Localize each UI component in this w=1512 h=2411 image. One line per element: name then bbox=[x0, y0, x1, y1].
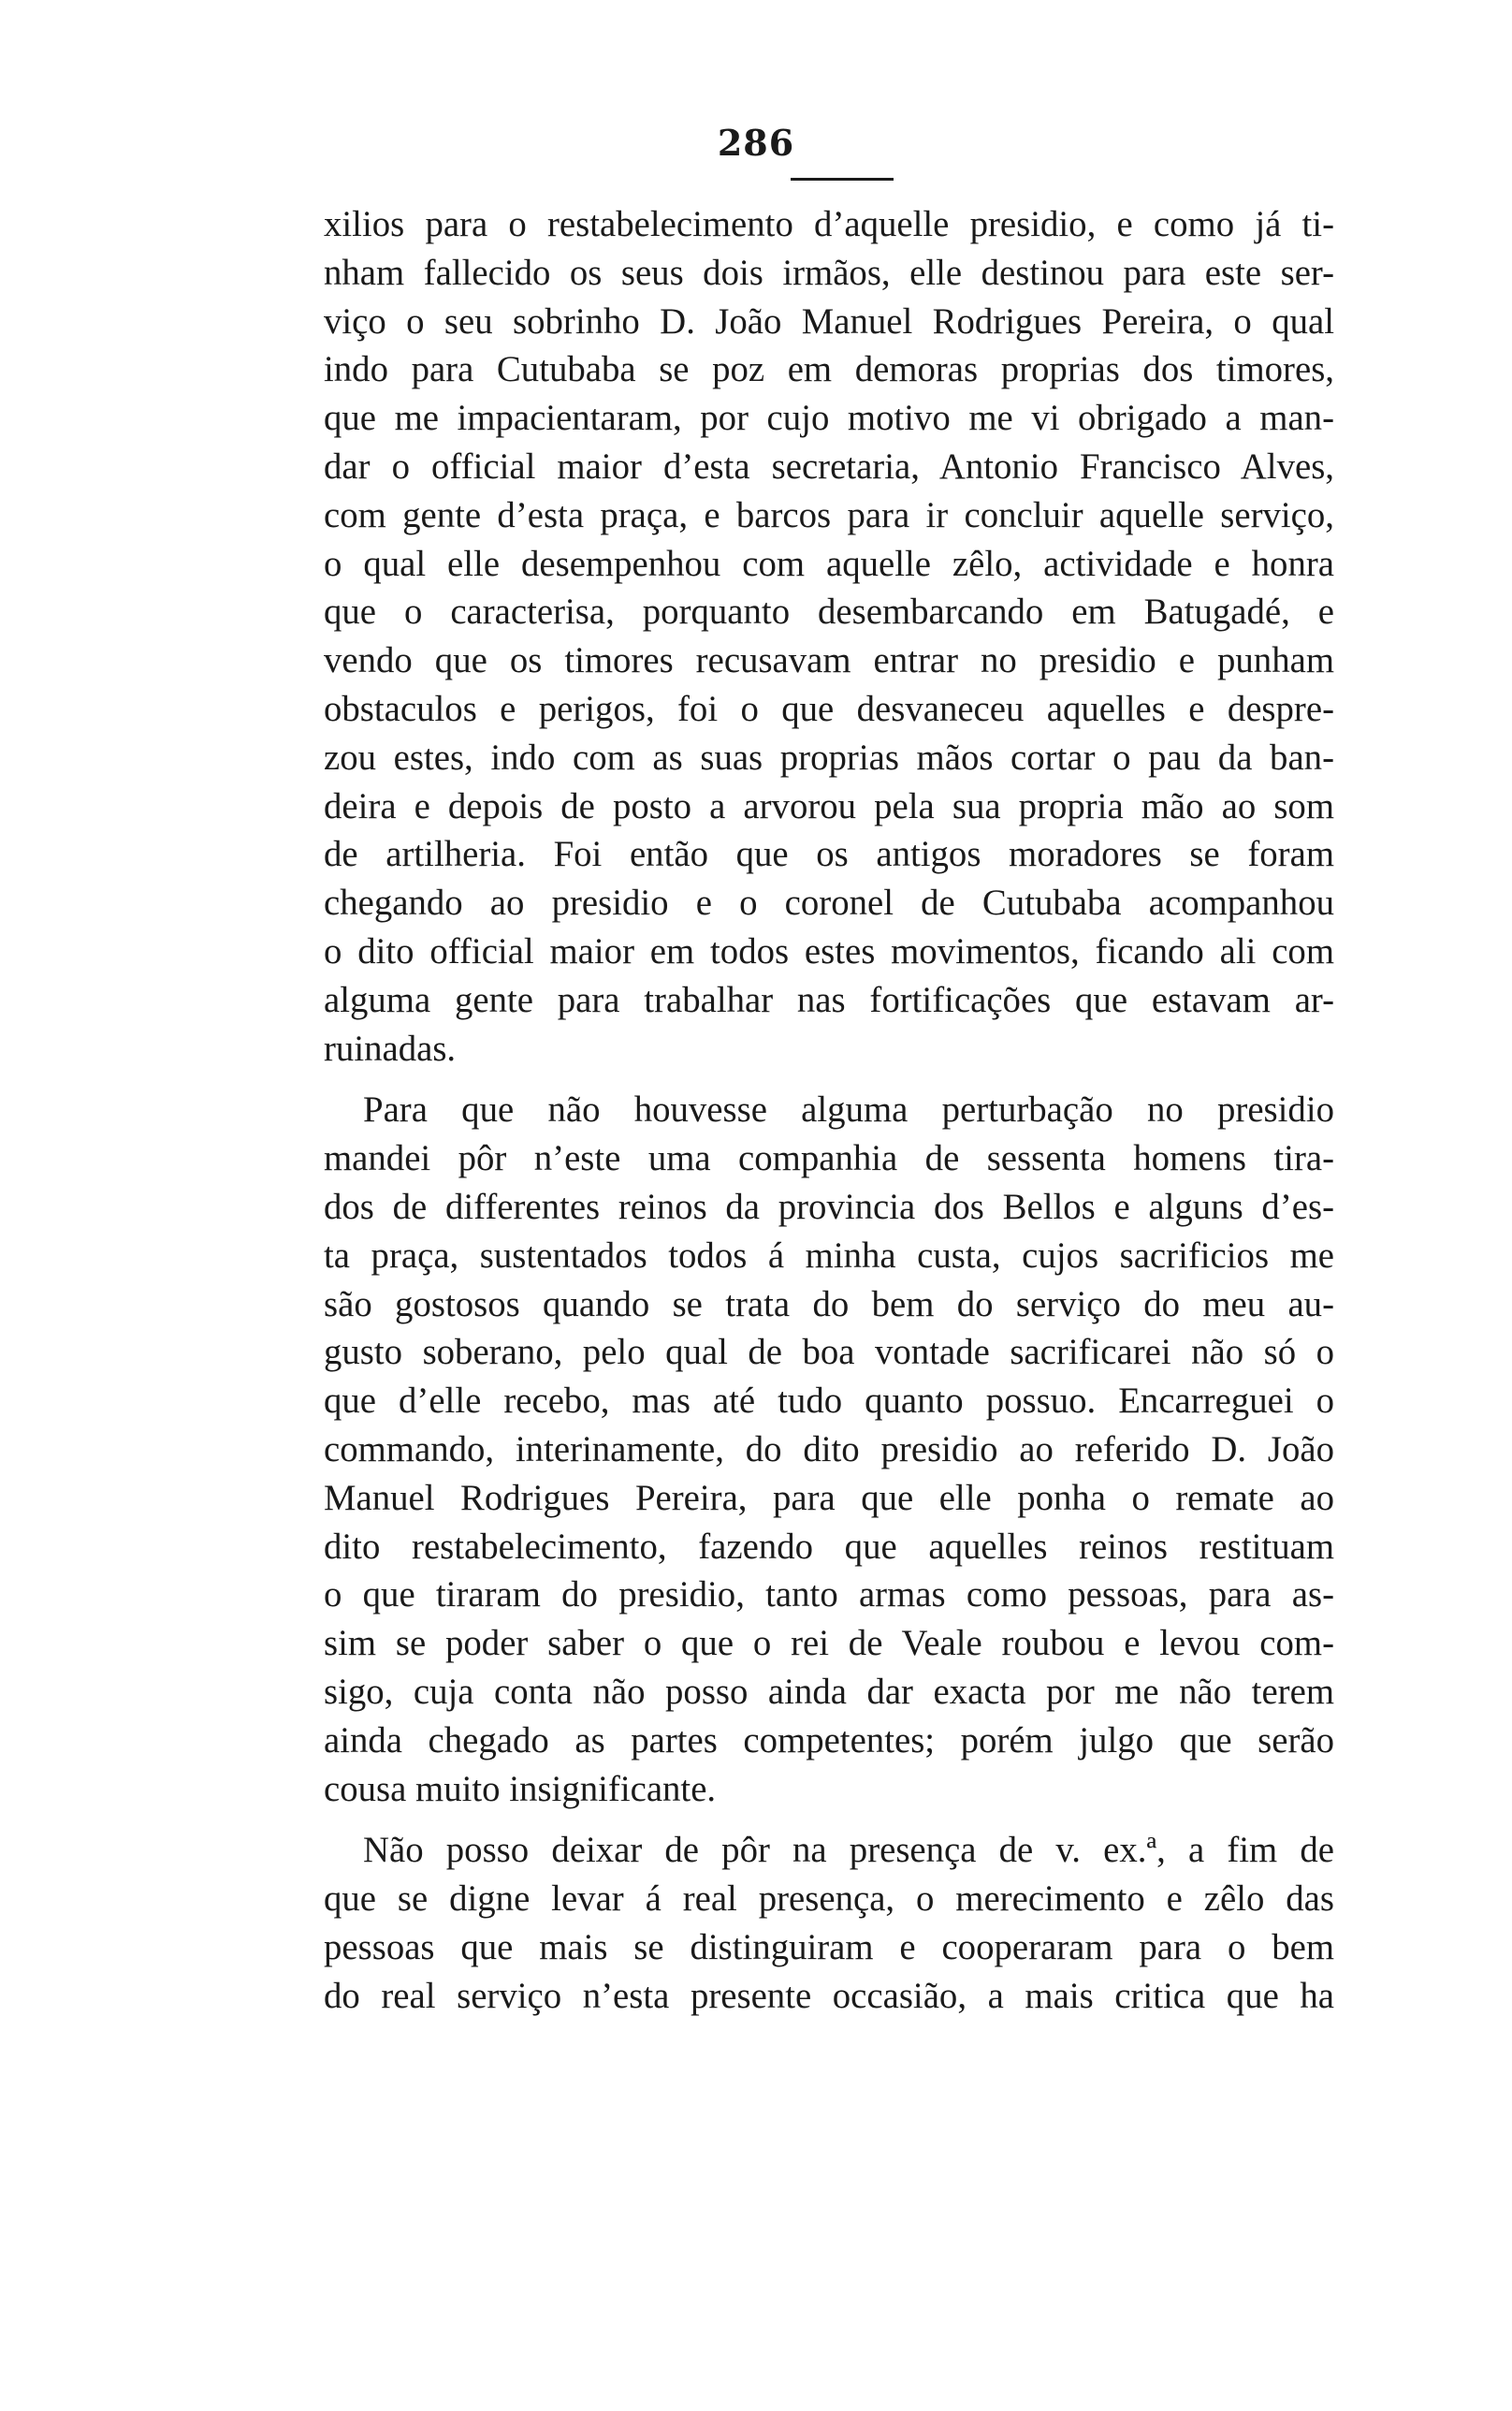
text-line: nham fallecido os seus dois irmãos, elle destinou para este ser- bbox=[324, 252, 1334, 293]
text-line: Para que não houvesse alguma perturbação no presidio bbox=[363, 1089, 1334, 1131]
text-line: gusto soberano, pelo qual de boa vontade sacrificarei não só o bbox=[324, 1332, 1334, 1373]
text-line: que me impacientaram, por cujo motivo me vi obrigado a man- bbox=[324, 398, 1334, 439]
text-line: que d’elle recebo, mas até tudo quanto possuo. Encarreguei o bbox=[324, 1381, 1334, 1422]
text-line: Não posso deixar de pôr na presença de v. ex.ª, a fim de bbox=[363, 1830, 1334, 1871]
text-line: commando, interinamente, do dito presidio ao referido D. João bbox=[324, 1428, 1334, 1469]
text-line: chegando ao presidio e o coronel de Cutubaba acompanhou bbox=[324, 883, 1334, 924]
text-line: o qual elle desempenhou com aquelle zêlo, actividade e honra bbox=[324, 543, 1334, 584]
text-line: mandei pôr n’este uma companhia de sessenta homens tira- bbox=[324, 1138, 1334, 1179]
body-text bbox=[324, 200, 1334, 2020]
text-line: que se digne levar á real presença, o merecimento e zêlo das bbox=[324, 1878, 1334, 1920]
header-rule bbox=[791, 178, 894, 181]
text-line: dos de differentes reinos da provincia dos Bellos e alguns d’es- bbox=[324, 1186, 1334, 1227]
paragraph-gap bbox=[324, 1073, 1334, 1086]
text-line: com gente d’esta praça, e barcos para ir concluir aquelle serviço, bbox=[324, 494, 1334, 535]
text-line: deira e depois de posto a arvorou pela sua propria mão ao som bbox=[324, 785, 1334, 826]
text-line: pessoas que mais se distinguiram e cooperaram para o bem bbox=[324, 1926, 1334, 1967]
text-line: dito restabelecimento, fazendo que aquelles reinos restituam bbox=[324, 1526, 1334, 1567]
text-line: são gostosos quando se trata do bem do serviço do meu au- bbox=[324, 1283, 1334, 1324]
text-line: ruinadas. bbox=[324, 1028, 457, 1069]
text-line: alguma gente para trabalhar nas fortificações que estavam ar- bbox=[324, 979, 1334, 1020]
text-line: ainda chegado as partes competentes; porém julgo que serão bbox=[324, 1719, 1334, 1761]
paragraph bbox=[324, 200, 1334, 1073]
text-line: que o caracterisa, porquanto desembarcando em Batugadé, e bbox=[324, 592, 1334, 633]
paragraph bbox=[324, 1086, 1334, 1813]
text-line: vendo que os timores recusavam entrar no presidio e punham bbox=[324, 640, 1334, 681]
text-line: zou estes, indo com as suas proprias mãos cortar o pau da ban- bbox=[324, 737, 1334, 778]
paragraph-gap bbox=[324, 1813, 1334, 1826]
text-line: xilios para o restabelecimento d’aquelle presidio, e como já ti- bbox=[324, 204, 1334, 244]
text-line: Manuel Rodrigues Pereira, para que elle ponha o remate ao bbox=[324, 1477, 1334, 1518]
text-line: dar o official maior d’esta secretaria, Antonio Francisco Alves, bbox=[324, 446, 1334, 487]
text-line: ta praça, sustentados todos á minha custa, cujos sacrificios me bbox=[324, 1235, 1334, 1276]
text-line: o dito official maior em todos estes movimentos, ficando ali com bbox=[324, 930, 1334, 972]
text-line: indo para Cutubaba se poz em demoras proprias dos timores, bbox=[324, 349, 1334, 390]
text-line: do real serviço n’esta presente occasião, a mais critica que ha bbox=[324, 1975, 1334, 2016]
text-line: de artilheria. Foi então que os antigos moradores se foram bbox=[324, 834, 1334, 875]
text-line: viço o seu sobrinho D. João Manuel Rodrigues Pereira, o qual bbox=[324, 300, 1334, 342]
paragraph bbox=[324, 1826, 1334, 2020]
page-number: 286 bbox=[717, 122, 795, 164]
text-line: o que tiraram do presidio, tanto armas como pessoas, para as- bbox=[324, 1574, 1334, 1615]
text-line: cousa muito insignificante. bbox=[324, 1768, 717, 1809]
text-line: sim se poder saber o que o rei de Veale roubou e levou com- bbox=[324, 1623, 1334, 1664]
text-line: sigo, cuja conta não posso ainda dar exacta por me não terem bbox=[324, 1671, 1334, 1712]
text-line: obstaculos e perigos, foi o que desvaneceu aquelles e despre- bbox=[324, 688, 1334, 729]
